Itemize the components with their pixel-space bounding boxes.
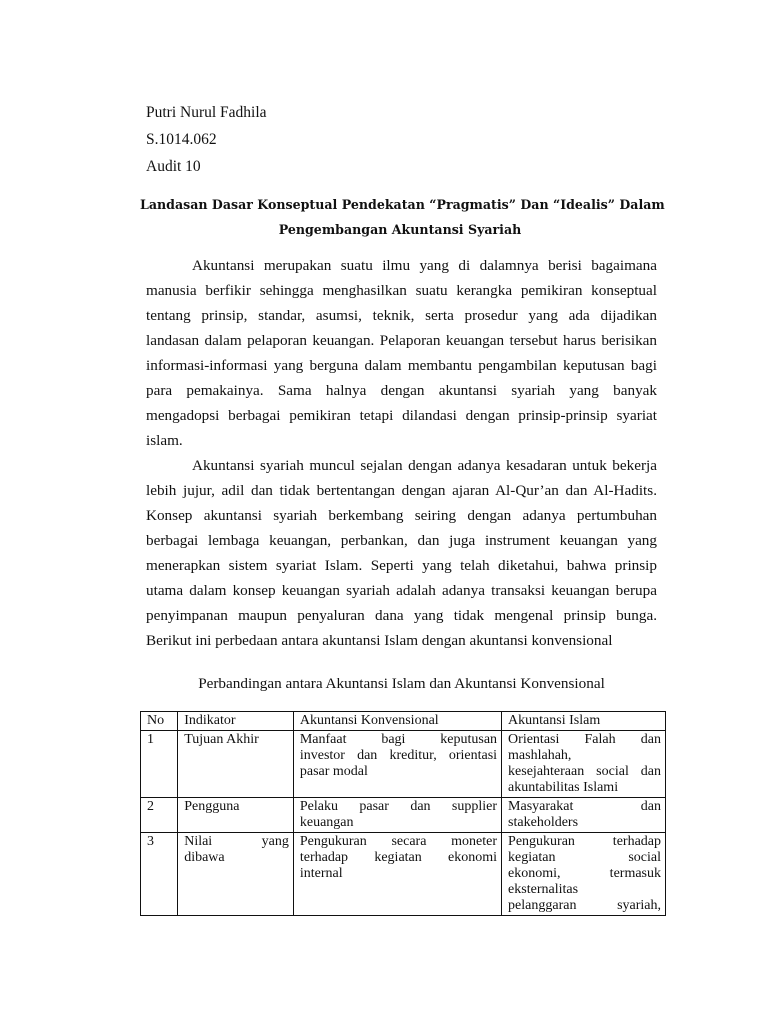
paragraph-line: Akuntansi syariah muncul sejalan dengan adanya kesadaran untuk bekerja — [192, 457, 657, 474]
paragraph-line: para pemakainya. Sama halnya dengan akuntansi syariah yang banyak — [146, 382, 657, 399]
table-row — [141, 731, 666, 798]
paragraph-line: landasan dalam pelaporan keuangan. Pelaporan keuangan tersebut harus berisikan — [146, 332, 657, 349]
cell-no: 3 — [141, 833, 178, 916]
cell-no: 2 — [141, 798, 178, 833]
paragraph-2 — [146, 453, 657, 653]
table-row — [141, 798, 666, 833]
header-islam: Akuntansi Islam — [502, 712, 666, 731]
cell-konvensional: Pelaku pasar dan supplier keuangan — [293, 798, 501, 833]
table-caption: Perbandingan antara Akuntansi Islam dan Akuntansi Konvensional — [198, 675, 605, 692]
author-name: Putri Nurul Fadhila — [146, 104, 267, 121]
table-row — [141, 833, 666, 916]
paragraph-line: berbagai lembaga keuangan, perbankan, dan juga instrument keuangan yang — [146, 532, 657, 549]
student-id: S.1014.062 — [146, 131, 217, 148]
paragraph-line: penyimpanan maupun penyaluran dana yang tidak mengenal prinsip bunga. — [146, 607, 657, 624]
title-line-1: Landasan Dasar Konseptual Pendekatan “Pragmatis” Dan “Idealis” Dalam — [140, 197, 665, 212]
cell-islam: Orientasi Falah dan mashlahah, kesejahteraan social dan akuntabilitas Islami — [502, 731, 666, 798]
course-name: Audit 10 — [146, 158, 201, 175]
paragraph-line: utama dalam konsep keuangan syariah adalah adanya transaksi keuangan berupa — [146, 582, 657, 599]
paragraph-line: mengadopsi berbagai pemikiran tetapi dilandasi dengan prinsip-prinsip syariat — [146, 407, 657, 424]
paragraph-line: informasi-informasi yang berguna dalam membantu pengambilan keputusan bagi — [146, 357, 657, 374]
comparison-table — [140, 711, 666, 916]
table-header-row — [141, 712, 666, 731]
cell-indikator: Pengguna — [178, 798, 294, 833]
cell-indikator: Nilai yang dibawa — [178, 833, 294, 916]
title-line-2: Pengembangan Akuntansi Syariah — [278, 222, 522, 237]
cell-islam: Pengukuran terhadap kegiatan social ekonomi, termasuk eksternalitas pelanggaran syariah, — [502, 833, 666, 916]
paragraph-line: islam. — [146, 432, 183, 449]
paragraph-line: lebih jujur, adil dan tidak bertentangan dengan ajaran Al-Qur’an dan Al-Hadits. — [146, 482, 657, 499]
header-konvensional: Akuntansi Konvensional — [293, 712, 501, 731]
cell-no: 1 — [141, 731, 178, 798]
header-no: No — [141, 712, 178, 731]
paragraph-line: tentang prinsip, standar, asumsi, teknik, serta prosedur yang ada dijadikan — [146, 307, 657, 324]
paragraph-1 — [146, 253, 657, 453]
paragraph-line: menerapkan sistem syariat Islam. Seperti yang telah diketahui, bahwa prinsip — [146, 557, 657, 574]
paragraph-line: manusia berfikir sehingga menghasilkan suatu kerangka pemikiran konseptual — [146, 282, 657, 299]
body-text — [146, 253, 657, 653]
cell-konvensional: Manfaat bagi keputusan investor dan kreditur, orientasi pasar modal — [293, 731, 501, 798]
paragraph-line: Berikut ini perbedaan antara akuntansi Islam dengan akuntansi konvensional — [146, 632, 613, 649]
header-indikator: Indikator — [178, 712, 294, 731]
document-title — [140, 192, 665, 242]
cell-indikator: Tujuan Akhir — [178, 731, 294, 798]
cell-islam: Masyarakat dan stakeholders — [502, 798, 666, 833]
cell-konvensional: Pengukuran secara moneter terhadap kegiatan ekonomi internal — [293, 833, 501, 916]
paragraph-line: Akuntansi merupakan suatu ilmu yang di dalamnya berisi bagaimana — [192, 257, 657, 274]
author-block — [146, 99, 267, 180]
paragraph-line: Konsep akuntansi syariah berkembang seiring dengan adanya pertumbuhan — [146, 507, 657, 524]
